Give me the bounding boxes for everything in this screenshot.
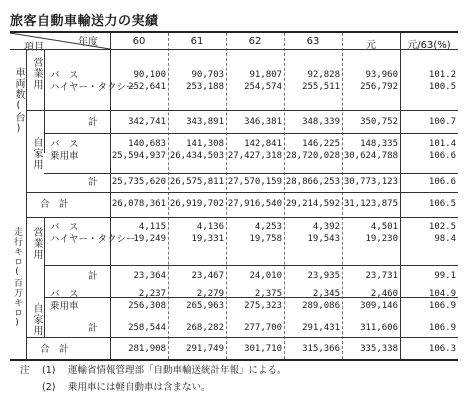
note-1-text: 運輸省情報管理部「自動車輸送統計年報」による。 [68, 365, 287, 376]
row-vp-bus-cell: 146,225 [302, 139, 340, 149]
row-vp-subtotal-cell: 26,575,811 [169, 177, 224, 187]
row-vb-taxi-cell: 255,511 [302, 82, 340, 92]
row-tp-car-cell: 289,086 [302, 301, 340, 311]
row-tp-subtotal-cell: 311,606 [360, 323, 398, 333]
row-tb-bus-cell: 4,115 [138, 222, 166, 232]
note-1-index: (1) [42, 365, 56, 376]
row-vp-subtotal-cell: 106.6 [428, 177, 456, 187]
row-tp-car-cell: 256,308 [128, 301, 166, 311]
row-tp-subtotal-cell: 258,544 [128, 323, 166, 333]
row-label-tb-bus: バ ス [50, 222, 79, 233]
row-vp-car-cell: 28,720,028 [285, 151, 340, 161]
row-vp-subtotal-cell: 27,570,159 [227, 177, 282, 187]
row-vb-bus-cell: 92,828 [307, 70, 340, 80]
row-label-vb-bus: バ ス [50, 70, 79, 81]
row-tb-taxi-cell: 19,230 [365, 234, 398, 244]
row-vb-bus-cell: 90,703 [191, 70, 224, 80]
header-year-62: 62 [248, 36, 262, 47]
row-label-tb-subtotal: 計 [88, 271, 98, 282]
group-travel-private: 自家用 [31, 303, 42, 336]
row-tb-taxi-cell: 98.4 [434, 234, 456, 244]
row-tb-subtotal-cell: 23,935 [307, 271, 340, 281]
row-label-vp-subtotal: 計 [88, 177, 98, 188]
row-tp-car-cell: 275,323 [244, 301, 282, 311]
row-tb-subtotal-cell: 23,467 [191, 271, 224, 281]
note-2-index: (2) [42, 382, 56, 393]
row-label-vb-taxi: ハイヤー・タクシー [50, 82, 136, 93]
row-vp-subtotal-cell: 28,866,253 [285, 177, 340, 187]
data-table [10, 31, 458, 361]
row-travel-total-cell: 291,749 [186, 344, 224, 354]
note-1 [20, 362, 287, 379]
row-travel-total-cell: 106.3 [428, 344, 456, 354]
row-tp-subtotal-cell: 277,700 [244, 323, 282, 333]
group-vehicle-private: 自家用 [31, 137, 42, 170]
row-tb-taxi-cell: 19,543 [307, 234, 340, 244]
row-label-tp-car: 乗用車 [50, 301, 79, 312]
row-vb-taxi-cell: 252,641 [128, 82, 166, 92]
row-vb-taxi-cell: 253,188 [186, 82, 224, 92]
row-tb-taxi-cell: 19,249 [133, 234, 166, 244]
row-vb-bus-cell: 90,100 [133, 70, 166, 80]
header-year-61: 61 [190, 36, 204, 47]
row-tb-subtotal-cell: 99.1 [434, 271, 456, 281]
row-travel-total-cell: 281,908 [128, 344, 166, 354]
row-vp-bus-cell: 101.4 [428, 139, 456, 149]
row-travel-total-cell: 301,710 [244, 344, 282, 354]
row-vehicle-total-cell: 27,916,540 [227, 199, 282, 209]
row-label-vp-bus: バ ス [50, 139, 79, 150]
row-tp-subtotal-cell: 106.9 [428, 323, 456, 333]
header-koumoku: 項目 [24, 42, 44, 53]
header-nendo: 年度 [78, 37, 98, 48]
row-vb-subtotal-cell: 342,741 [128, 117, 166, 127]
row-tp-bus-cell: 2,279 [196, 289, 224, 299]
row-tb-taxi-cell: 19,331 [191, 234, 224, 244]
row-vb-taxi-cell: 100.5 [428, 82, 456, 92]
row-label-vp-car: 乗用車 [50, 151, 79, 162]
page-title: 旅客自動車輸送力の実績 [10, 14, 159, 29]
row-vehicle-total-cell: 31,123,875 [343, 199, 398, 209]
row-tp-bus-cell: 2,460 [370, 289, 398, 299]
row-tb-taxi-cell: 19,758 [249, 234, 282, 244]
row-vp-bus-cell: 141,308 [186, 139, 224, 149]
row-travel-total-cell: 335,338 [360, 344, 398, 354]
row-vp-bus-cell: 142,841 [244, 139, 282, 149]
row-vb-subtotal-cell: 346,381 [244, 117, 282, 127]
row-vehicle-total-cell: 26,919,702 [169, 199, 224, 209]
row-tp-car-cell: 309,146 [360, 301, 398, 311]
row-tb-bus-cell: 4,136 [196, 222, 224, 232]
row-vehicle-total-cell: 26,078,361 [111, 199, 166, 209]
row-travel-total-cell: 315,366 [302, 344, 340, 354]
note-2-text: 乗用車には軽自動車は含まない。 [68, 382, 211, 393]
header-year-63: 63 [306, 36, 320, 47]
row-vp-car-cell: 27,427,318 [227, 151, 282, 161]
row-vb-subtotal-cell: 100.7 [428, 117, 456, 127]
row-vp-bus-cell: 148,335 [360, 139, 398, 149]
row-label-tp-bus: バ ス [50, 289, 79, 300]
row-tb-bus-cell: 4,501 [370, 222, 398, 232]
row-vp-subtotal-cell: 30,773,123 [343, 177, 398, 187]
row-vp-car-cell: 25,594,937 [111, 151, 166, 161]
row-vp-subtotal-cell: 25,735,620 [111, 177, 166, 187]
note-2 [20, 379, 287, 396]
group-vehicle-business: 営業用 [31, 57, 42, 90]
notes [20, 362, 287, 396]
row-vb-bus-cell: 101.2 [428, 70, 456, 80]
row-tp-bus-cell: 2,375 [254, 289, 282, 299]
row-vb-bus-cell: 91,807 [249, 70, 282, 80]
row-vp-car-cell: 30,624,788 [343, 151, 398, 161]
row-label-vb-subtotal: 計 [88, 117, 98, 128]
row-vb-bus-cell: 93,960 [365, 70, 398, 80]
header-year-gan: 元 [366, 40, 376, 51]
row-vehicle-total-cell: 106.5 [428, 199, 456, 209]
row-vb-taxi-cell: 254,574 [244, 82, 282, 92]
group-travel-business: 営業用 [31, 227, 42, 260]
row-label-travel-total: 合 計 [40, 344, 69, 355]
row-tp-bus-cell: 2,345 [312, 289, 340, 299]
row-vp-car-cell: 26,434,503 [169, 151, 224, 161]
group-travel-km: 走行キロ(百万キロ) [12, 227, 22, 329]
row-tp-car-cell: 265,963 [186, 301, 224, 311]
row-label-vehicle-total: 合 計 [40, 199, 69, 210]
row-vb-subtotal-cell: 350,752 [360, 117, 398, 127]
row-vb-taxi-cell: 256,792 [360, 82, 398, 92]
note-mark: 注 [20, 365, 30, 376]
row-tp-bus-cell: 2,237 [138, 289, 166, 299]
header-year-60: 60 [132, 36, 146, 47]
row-tb-bus-cell: 4,253 [254, 222, 282, 232]
row-vp-bus-cell: 140,683 [128, 139, 166, 149]
row-tb-subtotal-cell: 24,010 [249, 271, 282, 281]
group-vehicle-count: 車両数(台) [13, 67, 24, 135]
row-tp-bus-cell: 104.9 [428, 289, 456, 299]
row-vb-subtotal-cell: 348,339 [302, 117, 340, 127]
row-vp-car-cell: 106.6 [428, 151, 456, 161]
row-tp-subtotal-cell: 291,431 [302, 323, 340, 333]
row-vehicle-total-cell: 29,214,592 [285, 199, 340, 209]
row-tp-subtotal-cell: 268,282 [186, 323, 224, 333]
row-tb-subtotal-cell: 23,364 [133, 271, 166, 281]
row-label-tp-subtotal: 計 [88, 323, 98, 334]
row-label-tb-taxi: ハイヤー・タクシー [50, 234, 136, 245]
row-vb-subtotal-cell: 343,891 [186, 117, 224, 127]
row-tb-subtotal-cell: 23,731 [365, 271, 398, 281]
row-tb-bus-cell: 4,392 [312, 222, 340, 232]
row-tb-bus-cell: 102.5 [428, 222, 456, 232]
header-ratio: 元/63(%) [407, 40, 451, 51]
row-tp-car-cell: 106.9 [428, 301, 456, 311]
